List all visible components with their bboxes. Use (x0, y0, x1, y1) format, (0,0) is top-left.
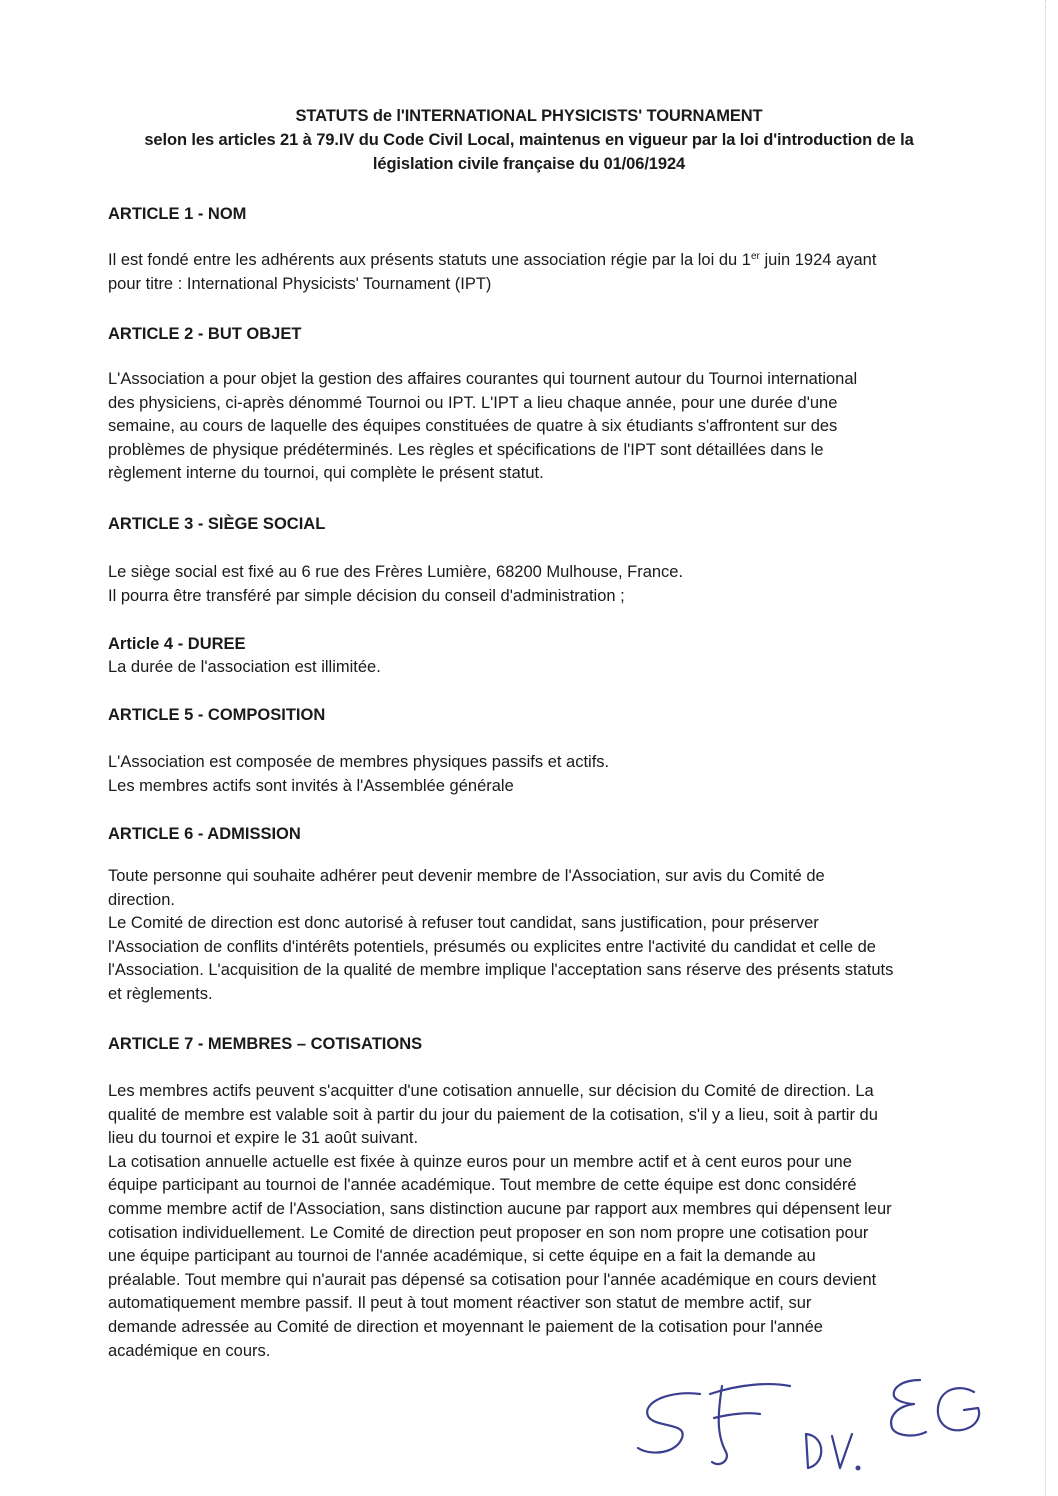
article-7-line: demande adressée au Comité de direction et moyennant le paiement de la cotisation pour l'année (108, 1317, 823, 1336)
article-7-line: automatiquement membre passif. Il peut à tout moment réactiver son statut de membre actif, sur (108, 1294, 812, 1313)
title-line-2: selon les articles 21 à 79.IV du Code Civil Local, maintenus en vigueur par la loi d'introduction de la (144, 131, 914, 149)
document-title (60, 104, 998, 176)
initial-f-bar (714, 1413, 760, 1418)
article-7-line: une équipe participant au tournoi de l'année académique, si cette équipe en a fait la demande au (108, 1247, 816, 1266)
article-6-line: Le Comité de direction est donc autorisé à refuser tout candidat, sans justification, pour préserver (108, 914, 819, 933)
article-6-line: et règlements. (108, 984, 213, 1003)
article-5-body (108, 751, 978, 798)
initial-dot (857, 1467, 860, 1470)
scan-edge (1045, 0, 1052, 1496)
article-7-line: comme membre actif de l'Association, sans distinction aucune par rapport aux membres qui dépensent leur (108, 1199, 892, 1218)
initial-f-stem (712, 1386, 727, 1464)
article-6-line: Toute personne qui souhaite adhérer peut devenir membre de l'Association, sur avis du Comité de (108, 867, 825, 885)
article-6-line: direction. (108, 890, 175, 909)
initial-g-stroke (938, 1388, 979, 1430)
article-6-body (108, 865, 978, 1007)
article-3-line: Le siège social est fixé au 6 rue des Frères Lumière, 68200 Mulhouse, France. (108, 563, 684, 581)
article-4-body (108, 656, 978, 680)
article-5-line: Les membres actifs sont invités à l'Assemblée générale (108, 776, 514, 795)
article-4-heading: Article 4 - DUREE (108, 635, 246, 653)
article-2-line: semaine, au cours de laquelle des équipes constituées de quatre à six étudiants s'affrontent sur des (108, 417, 838, 436)
article-1-body (108, 249, 978, 296)
initial-v-stroke (832, 1434, 852, 1468)
initial-d-stroke (806, 1434, 821, 1468)
handwritten-initials (630, 1372, 1030, 1482)
article-3-heading: ARTICLE 3 - SIÈGE SOCIAL (108, 515, 326, 533)
article-2-line: L'Association a pour objet la gestion des affaires courantes qui tournent autour du Tournoi international (108, 370, 858, 388)
article-1-line-1: Il est fondé entre les adhérents aux présents statuts une association régie par la loi du 1er juin 1924 ayant (108, 251, 877, 269)
article-4-line: La durée de l'association est illimitée. (108, 658, 381, 676)
article-7-line: équipe participant au tournoi de l'année académique. Tout membre de cette équipe est donc considéré (108, 1176, 857, 1195)
article-6-line: l'Association. L'acquisition de la qualité de membre implique l'acceptation sans réserve des présents statuts (108, 961, 894, 980)
title-line-1: STATUTS de l'INTERNATIONAL PHYSICISTS' TOURNAMENT (295, 107, 763, 125)
article-2-line: règlement interne du tournoi, qui complète le présent statut. (108, 464, 544, 483)
article-1-line-2: pour titre : International Physicists' Tournament (IPT) (108, 274, 492, 293)
article-2-heading: ARTICLE 2 - BUT OBJET (108, 325, 302, 343)
article-6-heading: ARTICLE 6 - ADMISSION (108, 825, 301, 843)
article-7-line: Les membres actifs peuvent s'acquitter d'une cotisation annuelle, sur décision du Comité de direction. La (108, 1082, 874, 1100)
article-7-body (108, 1080, 978, 1363)
article-6-line: l'Association de conflits d'intérêts potentiels, présumés ou explicites entre l'activité du candidat et celle de (108, 937, 876, 956)
article-7-line: cotisation individuellement. Le Comité de direction peut proposer en son nom propre une cotisation pour (108, 1223, 869, 1242)
article-5-heading: ARTICLE 5 - COMPOSITION (108, 706, 326, 724)
article-5-line: L'Association est composée de membres physiques passifs et actifs. (108, 753, 610, 771)
article-7-heading: ARTICLE 7 - MEMBRES – COTISATIONS (108, 1035, 423, 1053)
article-7-line: lieu du tournoi et expire le 31 août suivant. (108, 1129, 419, 1148)
article-7-line: qualité de membre est valable soit à partir du jour du paiement de la cotisation, s'il y a lieu, soit à partir du (108, 1105, 878, 1124)
article-7-line: La cotisation annuelle actuelle est fixée à quinze euros pour un membre actif et à cent euros pour une (108, 1152, 852, 1171)
article-2-body (108, 368, 978, 486)
article-7-line: académique en cours. (108, 1341, 271, 1360)
initial-e-stroke (891, 1380, 926, 1435)
article-7-line: préalable. Tout membre qui n'aurait pas dépensé sa cotisation pour l'année académique en cours devient (108, 1270, 877, 1289)
article-2-line: des physiciens, ci-après dénommé Tournoi ou IPT. L'IPT a lieu chaque année, pour une durée d'une (108, 393, 838, 412)
title-line-3: législation civile française du 01/06/1924 (372, 155, 686, 173)
article-1-heading: ARTICLE 1 - NOM (108, 205, 247, 223)
ordinal-suffix: er (750, 251, 760, 262)
article-2-line: problèmes de physique prédéterminés. Les règles et spécifications de l'IPT sont détaillées dans le (108, 440, 824, 459)
initial-s-stroke (638, 1393, 700, 1452)
article-3-body (108, 561, 978, 608)
article-3-line: Il pourra être transféré par simple décision du conseil d'administration ; (108, 586, 625, 605)
